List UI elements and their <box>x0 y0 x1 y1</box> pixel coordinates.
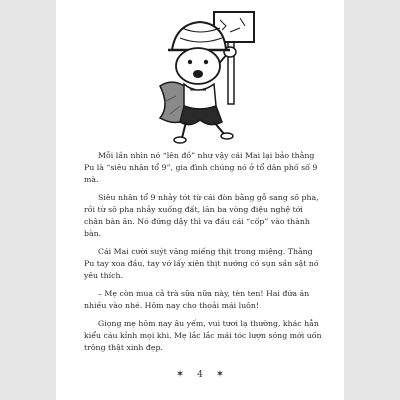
paragraph-1: Mỗi lần nhìn nó “lên đồ” như vậy cái Mai lại bảo thằng Pu là “siêu nhân tổ 9”, gia đình chúng nó ở tổ dân phố số 9 mà. <box>84 151 318 184</box>
page-number: 4 <box>197 370 203 380</box>
book-page <box>56 0 344 400</box>
superhero-kid-illustration-icon <box>130 6 280 146</box>
paragraph-3: Cái Mai cười suýt văng miếng thịt trong miệng. Thằng Pu tay xoa đầu, tay vớ lấy xiên thịt nướng có sụn sần sật nó yêu thích. <box>84 247 319 280</box>
paragraph-2: Siêu nhân tổ 9 nhảy tót từ cái đòn bằng gỗ sang sô pha, rồi từ sô pha nhảy xuống đất, lăn ba vòng điệu nghệ tới chân bàn ăn. Nó đứng dậy thì va đầu cái “cốp” vào thành bàn. <box>84 193 319 238</box>
paragraph-5: Giọng mẹ hôm nay âu yếm, vui tươi lạ thường, khác hẳn kiểu cáu kỉnh mọi khi. Mẹ lắc lắc mái tóc lượn sóng mới uốn trông thật xinh đẹp. <box>84 319 322 352</box>
paragraph-4: – Mẹ còn mua cả trà sữa nữa này, tèn ten! Hai đứa ăn nhiều vào nhé. Hôm nay cho thoải mái luôn! <box>84 289 310 310</box>
star-ornament-icon: ✶ <box>215 369 225 380</box>
star-ornament-icon: ✶ <box>175 369 185 380</box>
story-text <box>84 150 324 360</box>
page-footer <box>56 369 344 380</box>
